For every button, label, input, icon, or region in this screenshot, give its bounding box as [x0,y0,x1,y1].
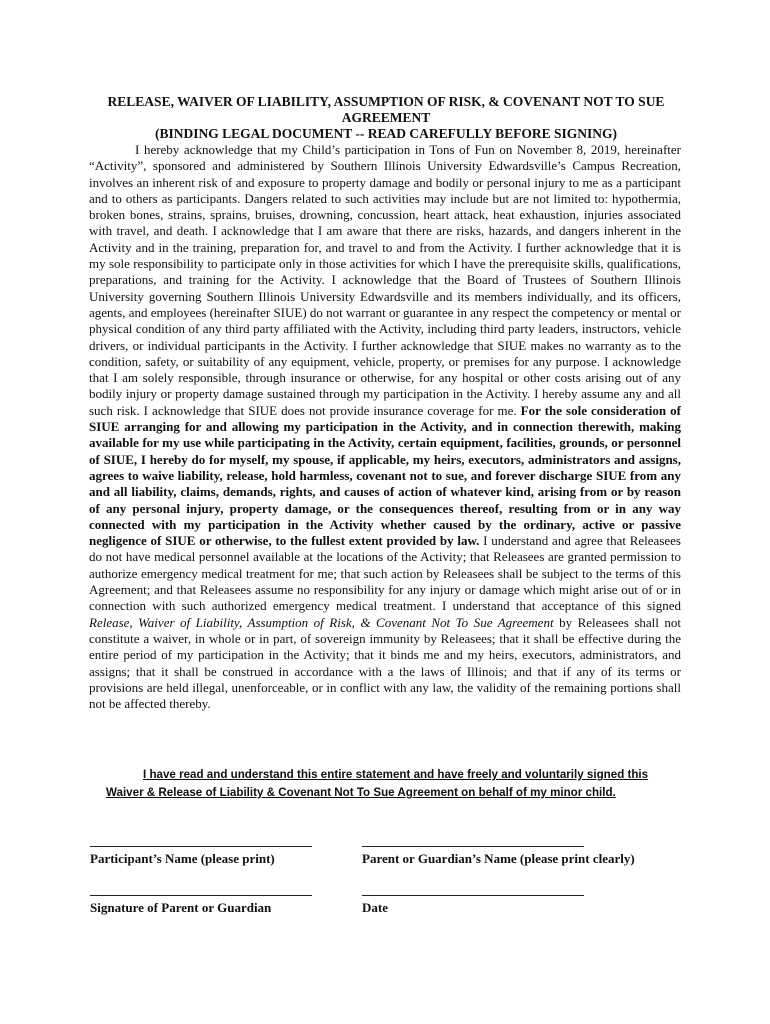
title-main: RELEASE, WAIVER OF LIABILITY, ASSUMPTION OF RISK, & COVENANT NOT TO SUE AGREEMENT [107,94,665,125]
body-text-closing: by Releasees shall not constitute a waiver, in whole or in part, of sovereign immunity by Releasees; that it shall be effective during the entire period of my participation in the Activity; that it binds me and my heirs, executors, administrators, and assigns; that it shall be construed in accordance with a the laws of Illinois; and that if any of its terms or provisions are held illegal, unenforceable, or in conflict with any law, the validity of the remaining portions shall not be affected thereby. [89,614,681,712]
guardian-signature-line[interactable] [90,895,312,896]
date-line[interactable] [362,895,584,896]
document-title [80,94,692,142]
acknowledgement-statement: I have read and understand this entire statement and have freely and voluntarily signed this Waiver & Release of Liability & Covenant Not To Sue Agreement on behalf of my minor child. [106,768,649,799]
guardian-name-label: Parent or Guardian’s Name (please print clearly) [362,851,635,866]
title-subtitle: (BINDING LEGAL DOCUMENT -- READ CAREFULLY BEFORE SIGNING) [155,126,617,141]
participant-name-line[interactable] [90,846,312,847]
waiver-body [89,142,681,712]
body-text-release-clause: For the sole consideration of SIUE arranging for and allowing my participation in the Activity, and in connection therewith, making available for my use while participating in the Activity, certain equipment, facilities, grounds, or personnel of SIUE, I hereby do for myself, my spouse, if applicable, my heirs, executors, administrators and assigns, agrees to waive liability, release, hold harmless, covenant not to sue, and forever discharge SIUE from any and all liability, claims, demands, rights, and causes of action of whatever kind, arising from or by reason of any personal injury, property damage, or the consequences thereof, resulting from or in any way connected with my participation in the Activity whether caused by the ordinary, active or passive negligence of SIUE or otherwise, to the fullest extent provided by law. [89,402,682,549]
guardian-name-line[interactable] [362,846,584,847]
date-label: Date [362,900,388,915]
body-text-agreement-name: Release, Waiver of Liability, Assumption of Risk, & Covenant Not To Sue Agreement [89,614,554,630]
body-text-medical: I understand and agree that Releasees do not have medical personnel available at the locations of the Activity; that Releasees are granted permission to authorize emergency medical treatment for me; that such action by Releasees shall be subject to the terms of this Agreement; and that Releasees assume no responsibility for any injury or damage which might arise out of or in connection with such authorized emergency medical treatment. I understand that acceptance of this signed [89,533,681,614]
participant-name-label: Participant’s Name (please print) [90,851,275,866]
guardian-signature-label: Signature of Parent or Guardian [90,900,272,915]
body-text-intro: I hereby acknowledge that my Child’s participation in Tons of Fun on November 8, 2019, hereinafter “Activity”, sponsored and administered by Southern Illinois University Edwardsville’s Campus Recreation, involves an inherent risk of and exposure to property damage and bodily or personal injury to me as a participant and to others as participants. Dangers related to such activities may include but are not limited to: hypothermia, broken bones, strains, sprains, bruises, drowning, concussion, heart attack, heat exhaustion, injuries associated with travel, and death. I acknowledge that I am aware that there are risks, hazards, and dangers inherent in the Activity and in the training, preparation for, and travel to and from the Activity. I further acknowledge that it is my sole responsibility to participate only in those activities for which I have the prerequisite skills, qualifications, preparations, and training for the Activity. I acknowledge that the Board of Trustees of Southern Illinois University governing Southern Illinois University Edwardsville and its members individually, and its officers, agents, and employees (hereinafter SIUE) do not warrant or guarantee in any respect the competency or mental or physical condition of any third party affiliated with the Activity, including third party leaders, instructors, vehicle drivers, or individual participants in the Activity. I further acknowledge that SIUE makes no warranty as to the condition, safety, or suitability of any equipment, vehicle, property, or premises for any purpose. I acknowledge that I am solely responsible, through insurance or otherwise, for any hospital or other costs arising out of any bodily injury or property damage sustained through my participation in the Activity. I hereby assume any and all such risk. I acknowledge that SIUE does not provide insurance coverage for me. [89,142,681,418]
